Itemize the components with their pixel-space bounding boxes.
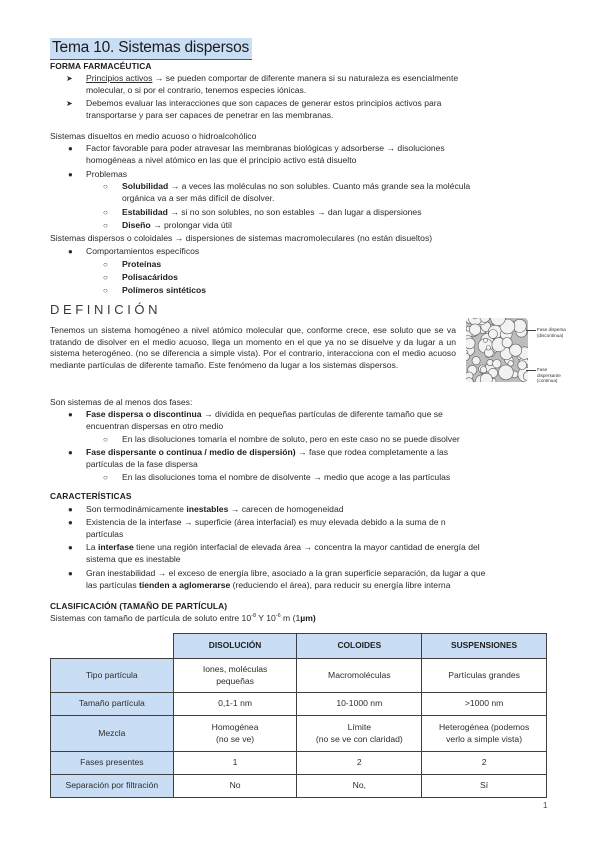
coloidal-item-proteinas: Proteínas — [122, 259, 162, 269]
table-row — [51, 659, 547, 693]
forma-item-1: Principios activos → se pueden comportar de diferente manera si su naturaleza es esencialmente molecular, o si por el contrario, tenemos especies iónicas. — [86, 73, 459, 95]
table-header-coloides: COLOIDES — [297, 634, 422, 659]
caract-item-3: La interfase tiene una región interfacial de elevada área → concentra la mayor cantidad de energía del sistema que es inestable — [86, 542, 480, 564]
disc-bullet-icon: ● — [68, 505, 73, 514]
particle-icon — [493, 360, 502, 369]
particle-icon — [466, 338, 475, 349]
disueltos-bullet-1: Factor favorable para poder atravesar las membranas biológicas y adsorberse → disoluciones homogéneas a nivel atómico en las que el principio activo está disuelto — [86, 143, 445, 165]
sub-item-solubilidad: Solubilidad → a veces las moléculas no son solubles. Cuanto más grande sea la molécula orgánica va a ser más difícil de disolver. — [122, 181, 471, 203]
table-cell: Macromoléculas — [297, 659, 422, 693]
caract-item-4: Gran inestabilidad → el exceso de energía libre, asociado a la gran superficie separación, da lugar a que las partículas tienden a aglomerarse (reduciendo el área), para reducir su energía libre interna — [86, 568, 486, 590]
table-cell: No — [173, 775, 297, 798]
disc-bullet-icon: ● — [68, 247, 73, 256]
particle-icon — [469, 324, 480, 335]
table-header-suspensiones: SUSPENSIONES — [422, 634, 547, 659]
fase-dispersa-item: Fase dispersa o discontinua → dividida en pequeñas partículas de diferente tamaño que se encuentran dispersas en otro medio — [86, 409, 443, 431]
forma-item-2: Debemos evaluar las interacciones que son capaces de generar estos principios activos para transportarse y para ser capaces de penetrar en las membranas. — [86, 98, 442, 120]
arrow-bullet-icon: ➤ — [66, 74, 73, 83]
table-row — [51, 752, 547, 775]
coloidal-item-polimeros: Polímeros sintéticos — [122, 285, 207, 295]
circle-bullet-icon: ○ — [103, 473, 108, 482]
particle-icon — [487, 359, 493, 365]
table-cell: 2 — [422, 752, 547, 775]
sub-item-estabilidad: Estabilidad → si no son solubles, no son estables → dan lugar a dispersiones — [122, 207, 422, 217]
table-cell: Iones, moléculas pequeñas — [173, 659, 297, 693]
table-cell: 1 — [173, 752, 297, 775]
clasificacion-subtitle: Sistemas con tamaño de partícula de soluto entre $10^{-8}$ Y $10^{-6}$ m (1µm) — [50, 613, 316, 623]
page-title: Tema 10. Sistemas dispersos — [50, 38, 252, 60]
table-cell: >1000 nm — [422, 693, 547, 716]
page-number: 1 — [543, 801, 548, 810]
table-row-label: Separación por filtración — [51, 775, 174, 798]
table-row — [51, 693, 547, 716]
table-header-row — [51, 634, 547, 659]
table-row-label: Tamaño partícula — [51, 693, 174, 716]
particle-icon — [486, 346, 491, 351]
particle-icon — [518, 361, 527, 370]
particle-icon — [510, 344, 522, 356]
circle-bullet-icon: ○ — [103, 221, 108, 230]
coloidales-bullet: Comportamientos específicos — [86, 246, 200, 256]
section-heading-clasificacion: CLASIFICACIÓN (TAMAÑO DE PARTÍCULA) — [50, 601, 228, 611]
table-cell: No, — [297, 775, 422, 798]
circle-bullet-icon: ○ — [103, 273, 108, 282]
circle-bullet-icon: ○ — [103, 260, 108, 269]
table-cell: 2 — [297, 752, 422, 775]
sub-item-diseno: Diseño → prolongar vida útil — [122, 220, 232, 230]
principios-activos-link: Principios activos — [86, 73, 153, 83]
table-row-label: Tipo partícula — [51, 659, 174, 693]
disc-bullet-icon: ● — [68, 144, 73, 153]
particles-illustration — [466, 318, 528, 382]
arrow-bullet-icon: ➤ — [66, 99, 73, 108]
table-cell: 10-1000 nm — [297, 693, 422, 716]
table-cell: 0,1-1 nm — [173, 693, 297, 716]
particle-icon — [483, 338, 487, 342]
particle-icon — [480, 367, 487, 374]
figure-label-dispersa: Fase dispersa (discontinua) — [537, 327, 566, 338]
fases-intro: Son sistemas de al menos dos fases: — [50, 397, 193, 407]
table-row-label: Fases presentes — [51, 752, 174, 775]
table-row — [51, 716, 547, 752]
table-row-label: Mezcla — [51, 716, 174, 752]
table-row — [51, 775, 547, 798]
disc-bullet-icon: ● — [68, 410, 73, 419]
table-cell: Límite (no se ve con claridad) — [297, 716, 422, 752]
disc-bullet-icon: ● — [68, 448, 73, 457]
table-body — [51, 659, 547, 798]
disc-bullet-icon: ● — [68, 170, 73, 179]
circle-bullet-icon: ○ — [103, 286, 108, 295]
particle-icon — [499, 365, 514, 380]
coloidales-intro: Sistemas dispersos o coloidales → dispersiones de sistemas macromoleculares (no están disueltos) — [50, 233, 433, 243]
disc-bullet-icon: ● — [68, 543, 73, 552]
table-cell: Partículas grandes — [422, 659, 547, 693]
table-cell: Sí — [422, 775, 547, 798]
disueltos-bullet-2: Problemas — [86, 169, 128, 179]
table-header-disolucion: DISOLUCIÓN — [173, 634, 297, 659]
particle-icon — [472, 357, 480, 365]
circle-bullet-icon: ○ — [103, 182, 108, 191]
clasificacion-table — [50, 633, 547, 798]
section-heading-forma: FORMA FARMACÉUTICA — [50, 61, 152, 71]
fase-dispersante-item: Fase dispersante o continua / medio de dispersión) → fase que rodea completamente a las partículas de la fase dispersa — [86, 447, 449, 469]
fase-dispersante-sub: En las disoluciones toma el nombre de disolvente → medio que acoge a las partículas — [122, 472, 451, 482]
circle-bullet-icon: ○ — [103, 435, 108, 444]
particle-icon — [489, 330, 498, 339]
section-heading-caracteristicas: CARACTERÍSTICAS — [50, 491, 132, 501]
coloidal-item-polisacaridos: Polisacáridos — [122, 272, 178, 282]
fase-dispersa-sub: En las disoluciones tomaría el nombre de soluto, pero en este caso no se puede disolver — [122, 434, 460, 444]
disc-bullet-icon: ● — [68, 518, 73, 527]
dispersion-figure — [466, 318, 528, 382]
disc-bullet-icon: ● — [68, 569, 73, 578]
section-heading-definicion: DEFINICIÓN — [50, 302, 162, 317]
circle-bullet-icon: ○ — [103, 208, 108, 217]
definicion-paragraph: Tenemos un sistema homogéneo a nivel atómico molecular que, conforme crece, ese soluto que se va tratando de disolver en el medio acuoso, llega un momento en el que ya no se disuelve y da lugar a un sistema heterogéneo. (no se diferencia a simple vista). Por el contrario, interacciona con el medio acuoso mediante partículas de diferente tamaño. Este fenómeno da lugar a los sistemas dispersos. — [50, 325, 456, 370]
table-cell: Heterogénea (podemos verlo a simple vista) — [422, 716, 547, 752]
disueltos-intro: Sistemas disueltos en medio acuoso o hidroalcohólico — [50, 131, 257, 141]
table-cell: Homogénea (no se ve) — [173, 716, 297, 752]
table-corner-cell — [51, 634, 174, 659]
caract-item-1: Son termodinámicamente inestables → carecen de homogeneidad — [86, 504, 344, 514]
figure-label-dispersante: Fase dispersante (continua) — [537, 367, 561, 384]
caract-item-2: Existencia de la interfase → superficie (área interfacial) es muy elevada debido a la suma de n partículas — [86, 517, 446, 539]
